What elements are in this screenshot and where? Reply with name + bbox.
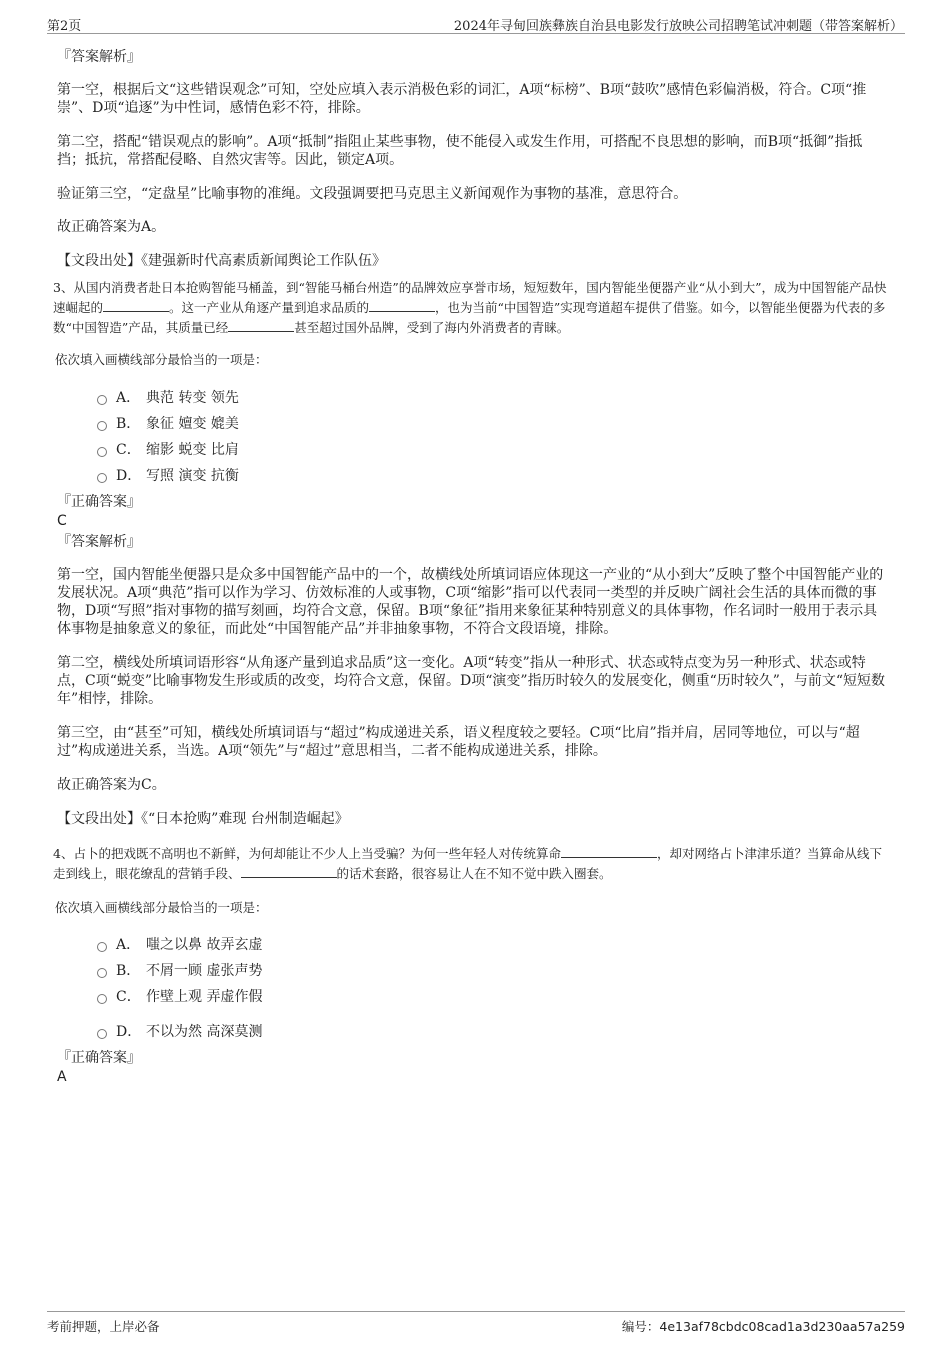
q3-stem-part2: 。这一产业从角逐产量到追求品质的 — [169, 300, 370, 315]
q3-stem-part3: ，也为当前“中国智造”实现弯道超车提供了借鉴。如今，以智能坐便器为代表的多数“中国智造”产品，其质量已经 — [53, 300, 886, 335]
q4-option-b[interactable]: B． 不屑一顾 虚张声势 — [97, 960, 262, 980]
q3-analysis-p1: 第一空，国内智能坐便器只是众多中国智能产品中的一个，故横线处所填词语应体现这一产业的“从小到大”反映了整个中国智能产业的发展状况。A项“典范”指可以作为学习、仿效标准的人或事物，C项“缩影”指可以代表同一类型的并反映广阔社会生活的具体而微的事物，D项“写照”指对事物的描写刻画，均符合文意，保留。B项“象征”指用来象征某种特别意义的具体事物，作名词时一般用于表示具体事物是抽象意义的象征，而此处“中国智能产品”并非抽象事物，不符合文段语境，排除。 — [57, 567, 884, 637]
q4-stem-part2: ，却对网络占卜津津乐道？当算命从线下走到线上，眼花缭乱的营销手段、 — [53, 846, 882, 881]
q4-stem-part3: 的话术套路，很容易让人在不知不觉中跌入圈套。 — [336, 866, 612, 881]
q4-option-d[interactable]: D． 不以为然 高深莫测 — [97, 1021, 262, 1041]
q3-stem — [53, 278, 887, 338]
q3-option-c[interactable]: C． 缩影 蜕变 比肩 — [97, 439, 239, 459]
radio-icon[interactable] — [97, 395, 107, 405]
q4-blank-2 — [241, 865, 337, 878]
radio-icon[interactable] — [97, 1029, 107, 1039]
q4-correct-label: 『正确答案』 — [57, 1050, 141, 1066]
q4-prompt: 依次填入画横线部分最恰当的一项是： — [55, 900, 268, 915]
radio-icon[interactable] — [97, 421, 107, 431]
q3-blank-3 — [228, 319, 294, 332]
page-header — [47, 13, 905, 34]
q2-analysis-p1: 第一空，根据后文“这些错误观念”可知，空处应填入表示消极色彩的词汇，A项“标榜”、B项“鼓吹”感情色彩偏消极，符合。C项“推崇”、D项“追逐”为中性词，感情色彩不符，排除。 — [57, 82, 867, 116]
radio-icon[interactable] — [97, 942, 107, 952]
q4-stem — [53, 844, 887, 884]
code-label: 编号： — [621, 1319, 660, 1334]
document-title: 2024年寻甸回族彝族自治县电影发行放映公司招聘笔试冲刺题（带答案解析） — [453, 19, 903, 34]
q3-prompt: 依次填入画横线部分最恰当的一项是： — [55, 352, 268, 367]
radio-icon[interactable] — [97, 968, 107, 978]
page-number: 第2页 — [47, 19, 82, 34]
q3-option-d[interactable]: D． 写照 演变 抗衡 — [97, 465, 239, 485]
q3-stem-part4: 甚至超过国外品牌，受到了海内外消费者的青睐。 — [294, 320, 570, 335]
code-value: 4e13af78cbdc08cad1a3d230aa57a259 — [659, 1319, 905, 1334]
q3-correct-label: 『正确答案』 — [57, 494, 141, 510]
q3-analysis-label: 『答案解析』 — [57, 534, 141, 550]
radio-icon[interactable] — [97, 447, 107, 457]
q2-analysis-conclusion: 故正确答案为A。 — [57, 219, 166, 235]
q2-source: 【文段出处】《建强新时代高素质新闻舆论工作队伍》 — [57, 253, 386, 269]
q4-option-a[interactable]: A． 嗤之以鼻 故弄玄虚 — [97, 934, 262, 954]
q3-analysis-conclusion: 故正确答案为C。 — [57, 777, 166, 793]
q3-blank-1 — [103, 299, 169, 312]
document-code — [622, 1317, 905, 1335]
radio-icon[interactable] — [97, 994, 107, 1004]
q3-stem-part1: 3、从国内消费者赴日本抢购智能马桶盖，到“智能马桶台州造”的品牌效应享誉市场，短短数年，国内智能坐便器产业“从小到大”，成为中国智能产品快速崛起的 — [53, 280, 887, 315]
q2-analysis-label: 『答案解析』 — [57, 49, 141, 65]
q3-analysis-p3: 第三空，由“甚至”可知，横线处所填词语与“超过”构成递进关系，语义程度较之要轻。C项“比肩”指并肩，居同等地位，可以与“超过”构成递进关系，当选。A项“领先”与“超过”意思相当，二者不能构成递进关系，排除。 — [57, 725, 860, 759]
radio-icon[interactable] — [97, 473, 107, 483]
footer-slogan: 考前押题，上岸必备 — [47, 1319, 160, 1334]
q3-analysis-p2: 第二空，横线处所填词语形容“从角逐产量到追求品质”这一变化。A项“转变”指从一种形式、状态或特点变为另一种形式、状态或特点，C项“蜕变”比喻事物发生形或质的改变，均符合文意，保留。D项“演变”指历时较久的发展变化，侧重“历时较久”，与前文“短短数年”相悖，排除。 — [57, 655, 886, 707]
q2-analysis-p3: 验证第三空，“定盘星”比喻事物的准绳。文段强调要把马克思主义新闻观作为事物的基准，意思符合。 — [57, 186, 688, 202]
q2-analysis-p2: 第二空，搭配“错误观点的影响”。A项“抵制”指阻止某些事物，使不能侵入或发生作用，可搭配不良思想的影响，而B项“抵御”指抵挡；抵抗，常搭配侵略、自然灾害等。因此，锁定A项。 — [57, 134, 863, 168]
q3-blank-2 — [369, 299, 435, 312]
q4-correct-answer: A — [57, 1069, 67, 1085]
q3-option-b[interactable]: B． 象征 嬗变 媲美 — [97, 413, 239, 433]
page-footer — [47, 1311, 905, 1334]
q3-source: 【文段出处】《“日本抢购”难现 台州制造崛起》 — [57, 811, 349, 827]
q4-blank-1 — [561, 845, 657, 858]
q4-option-c[interactable]: C． 作壁上观 弄虚作假 — [97, 986, 262, 1006]
q4-stem-part1: 4、占卜的把戏既不高明也不新鲜，为何却能让不少人上当受骗？为何一些年轻人对传统算命 — [53, 846, 561, 861]
q3-correct-answer: C — [57, 513, 67, 529]
q3-option-a[interactable]: A． 典范 转变 领先 — [97, 387, 239, 407]
